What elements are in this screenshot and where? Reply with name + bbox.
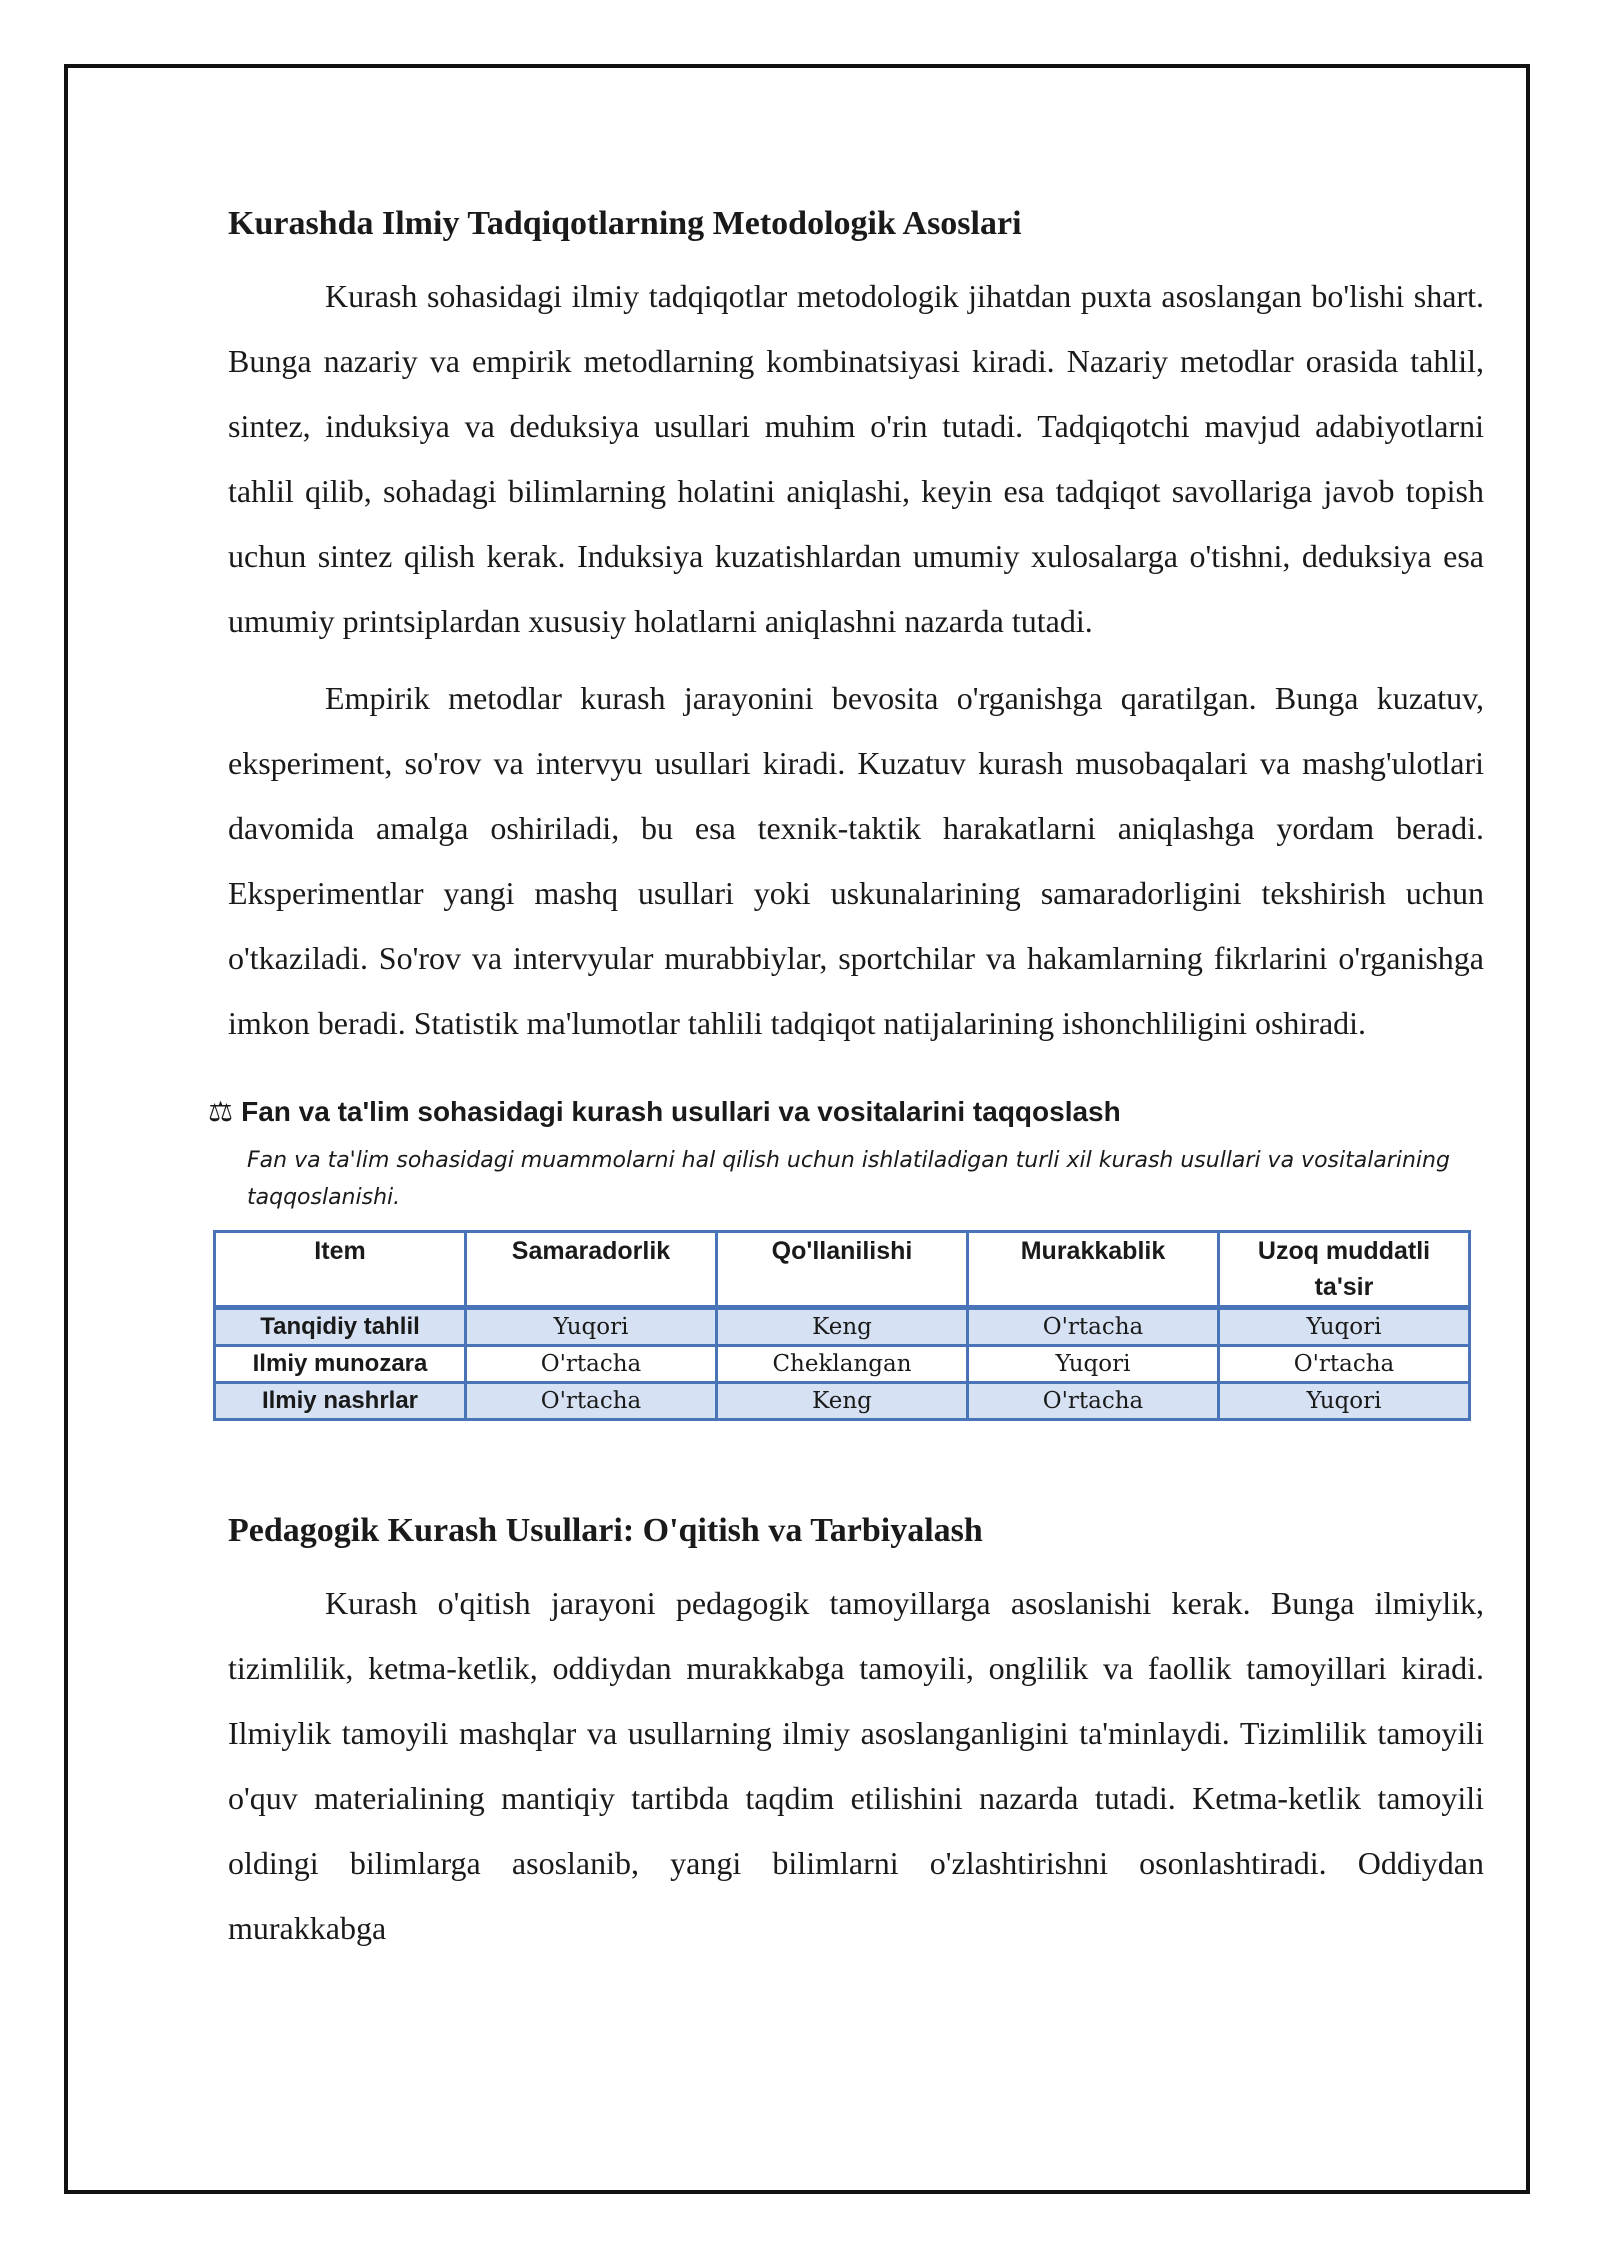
table-cell: O'rtacha: [466, 1346, 717, 1383]
table-cell: Yuqori: [466, 1308, 717, 1346]
paragraph: Empirik metodlar kurash jarayonini bevosita o'rganishga qaratilgan. Bunga kuzatuv, eksperiment, so'rov va intervyu usullari kiradi. Kuzatuv kurash musobaqalari va mashg'ulotlari davomida amalga oshiriladi, bu esa texnik-taktik harakatlarni aniqlashga yordam beradi. Eksperimentlar yangi mashq usullari yoki uskunalarining samaradorligini tekshirish uchun o'tkaziladi. So'rov va intervyular murabbiylar, sportchilar va hakamlarning fikrlarini o'rganishga imkon beradi. Statistik ma'lumotlar tahlili tadqiqot natijalarining ishonchliligini oshiradi.: [228, 680, 1484, 1041]
column-header: Uzoq muddatli ta'sir: [1219, 1232, 1470, 1308]
column-header: Item: [215, 1232, 466, 1308]
paragraph: Kurash o'qitish jarayoni pedagogik tamoyillarga asoslanishi kerak. Bunga ilmiylik, tizimlilik, ketma-ketlik, oddiydan murakkabga tamoyili, onglilik va faollik tamoyillari kiradi. Ilmiylik tamoyili mashqlar va usullarning ilmiy asoslanganligini ta'minlaydi. Tizimlilik tamoyili o'quv materialining mantiqiy tartibda taqdim etilishini nazarda tutadi. Ketma-ketlik tamoyili oldingi bilimlarga asoslanib, yangi bilimlarni o'zlashtirishni osonlashtiradi. Oddiydan murakkabga: [228, 1585, 1484, 1946]
paragraph: Kurash sohasidagi ilmiy tadqiqotlar metodologik jihatdan puxta asoslangan bo'lishi shart. Bunga nazariy va empirik metodlarning kombinatsiyasi kiradi. Nazariy metodlar orasida tahlil, sintez, induksiya va deduksiya usullari muhim o'rin tutadi. Tadqiqotchi mavjud adabiyotlarni tahlil qilib, sohadagi bilimlarning holatini aniqlashi, keyin esa tadqiqot savollariga javob topish uchun sintez qilish kerak. Induksiya kuzatishlardan umumiy xulosalarga o'tishni, deduksiya esa umumiy printsiplardan xususiy holatlarni aniqlashni nazarda tutadi.: [228, 278, 1484, 639]
table-cell: O'rtacha: [968, 1308, 1219, 1346]
table-row: [215, 1308, 1470, 1346]
section-pedagogy: [228, 1501, 1484, 1961]
table-title: [208, 1090, 1474, 1134]
table-cell: O'rtacha: [968, 1383, 1219, 1420]
column-header: Samaradorlik: [466, 1232, 717, 1308]
table-cell: Yuqori: [1219, 1308, 1470, 1346]
table-cell: Cheklangan: [717, 1346, 968, 1383]
row-label: Tanqidiy tahlil: [215, 1308, 466, 1346]
table-header-row: [215, 1232, 1470, 1308]
table-cell: Keng: [717, 1308, 968, 1346]
row-label: Ilmiy nashrlar: [215, 1383, 466, 1420]
table-row: [215, 1346, 1470, 1383]
column-header: Qo'llanilishi: [717, 1232, 968, 1308]
table-caption: Fan va ta'lim sohasidagi muammolarni hal qilish uchun ishlatiladigan turli xil kurash usullari va vositalarining taqqoslanishi.: [247, 1148, 1450, 1210]
comparison-table-block: [208, 1090, 1474, 1421]
table-cell: O'rtacha: [1219, 1346, 1470, 1383]
row-label: Ilmiy munozara: [215, 1346, 466, 1383]
page-content: [208, 194, 1484, 1973]
table-title-text: Fan va ta'lim sohasidagi kurash usullari va vositalarini taqqoslash: [241, 1096, 1121, 1127]
table-cell: Yuqori: [1219, 1383, 1470, 1420]
table-row: [215, 1383, 1470, 1420]
table-cell: O'rtacha: [466, 1383, 717, 1420]
table-cell: Keng: [717, 1383, 968, 1420]
column-header: Murakkablik: [968, 1232, 1219, 1308]
section-heading-methodology: Kurashda Ilmiy Tadqiqotlarning Metodologik Asoslari: [228, 205, 1022, 242]
scales-icon: ⚖: [208, 1095, 234, 1128]
table-cell: Yuqori: [968, 1346, 1219, 1383]
section-heading-pedagogy: Pedagogik Kurash Usullari: O'qitish va Tarbiyalash: [228, 1512, 983, 1549]
comparison-table: [213, 1230, 1471, 1421]
